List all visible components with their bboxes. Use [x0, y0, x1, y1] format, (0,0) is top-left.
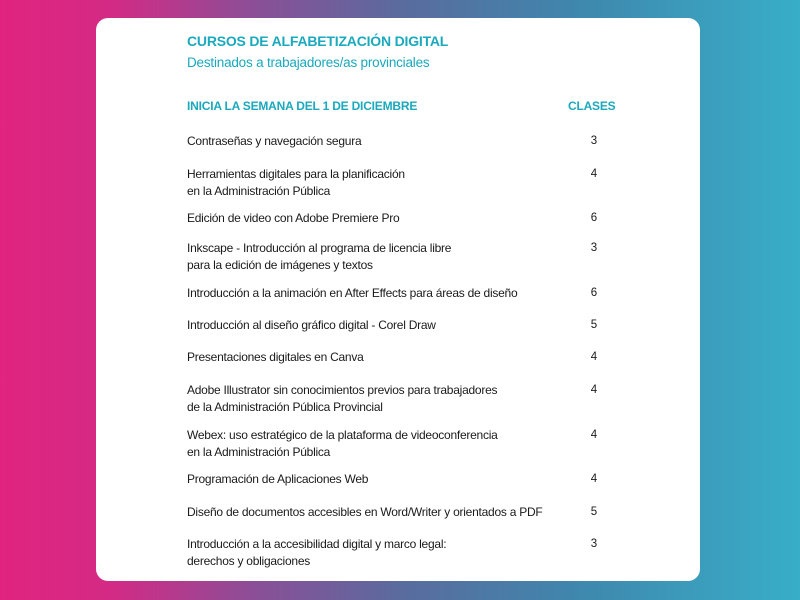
- classes-column-header: CLASES: [568, 99, 616, 113]
- course-name: Webex: uso estratégico de la plataforma de videoconferencia en la Administración Pública: [187, 428, 498, 459]
- course-name: Programación de Aplicaciones Web: [187, 472, 369, 486]
- class-count: 4: [590, 351, 598, 363]
- class-count: 3: [590, 242, 598, 254]
- class-count: 5: [590, 506, 598, 518]
- course-name: Introducción a la accesibilidad digital y marco legal: derechos y obligaciones: [187, 537, 447, 568]
- page-subtitle: Destinados a trabajadores/as provinciales: [187, 55, 430, 70]
- course-name: Presentaciones digitales en Canva: [187, 350, 364, 364]
- class-count: 4: [590, 473, 598, 485]
- course-name: Introducción al diseño gráfico digital - Corel Draw: [187, 318, 436, 332]
- course-name: Introducción a la animación en After Effects para áreas de diseño: [187, 286, 518, 300]
- course-name: Edición de video con Adobe Premiere Pro: [187, 211, 400, 225]
- course-column-header: INICIA LA SEMANA DEL 1 DE DICIEMBRE: [187, 99, 418, 113]
- page-title: CURSOS DE ALFABETIZACIÓN DIGITAL: [187, 33, 449, 49]
- class-count: 6: [590, 287, 598, 299]
- class-count: 4: [590, 384, 598, 396]
- class-count: 4: [590, 168, 598, 180]
- class-count: 6: [590, 212, 598, 224]
- course-name: Herramientas digitales para la planificación en la Administración Pública: [187, 167, 405, 198]
- course-name: Adobe Illustrator sin conocimientos previos para trabajadores de la Administración Pública Provincial: [187, 383, 498, 414]
- course-name: Contraseñas y navegación segura: [187, 134, 362, 148]
- course-name: Inkscape - Introducción al programa de licencia libre para la edición de imágenes y textos: [187, 241, 452, 272]
- class-count: 4: [590, 429, 598, 441]
- class-count: 3: [590, 538, 598, 550]
- course-name: Diseño de documentos accesibles en Word/Writer y orientados a PDF: [187, 505, 543, 519]
- courses-card: [96, 18, 700, 581]
- class-count: 5: [590, 319, 598, 331]
- class-count: 3: [590, 135, 598, 147]
